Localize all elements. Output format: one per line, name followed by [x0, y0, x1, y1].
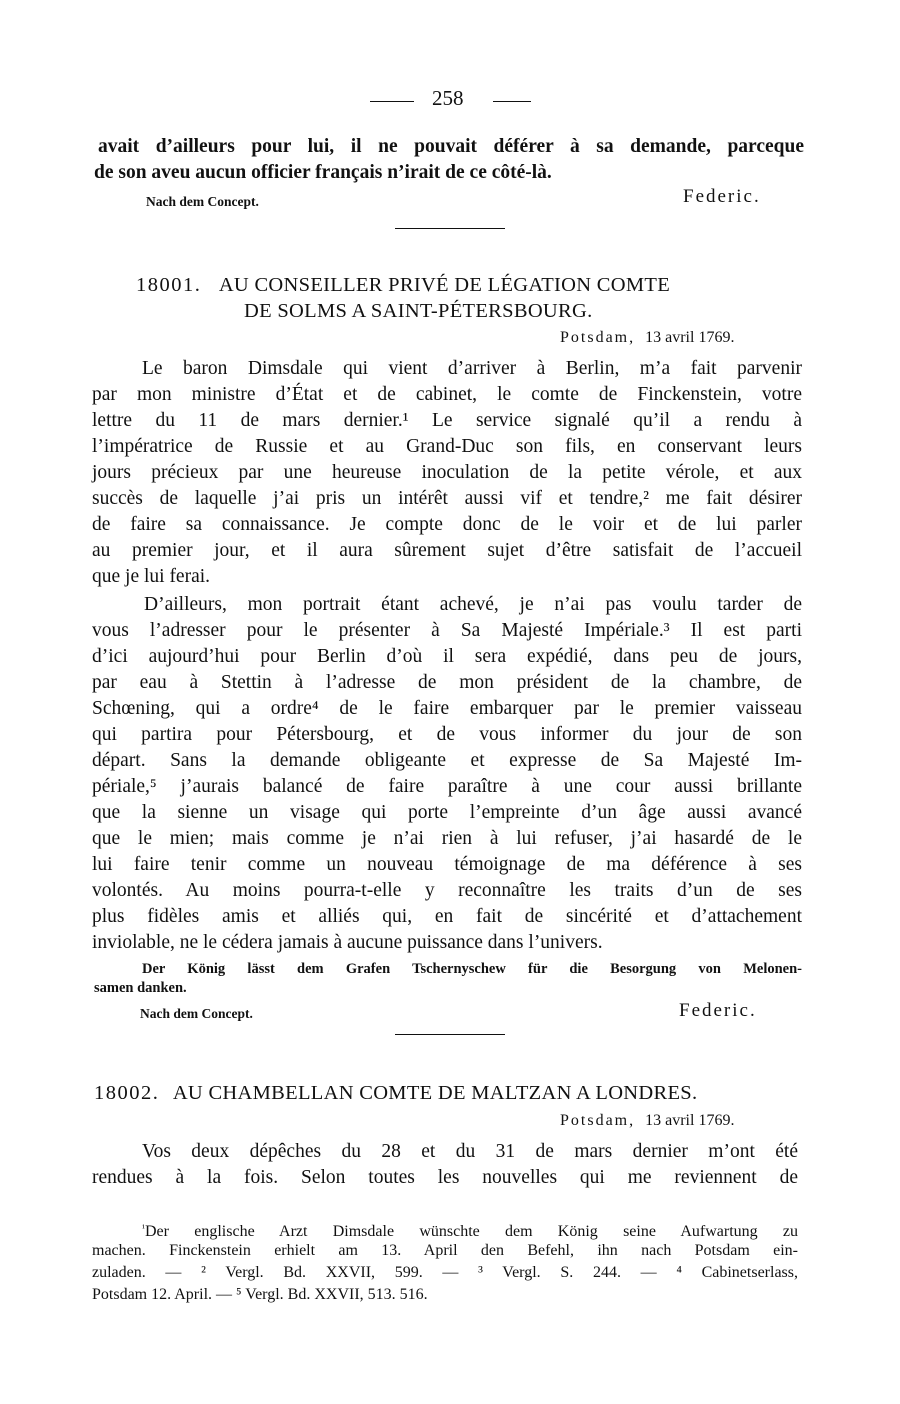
- letter-1-place: Potsdam,: [560, 329, 636, 346]
- carryover-note: Nach dem Concept.: [146, 194, 259, 209]
- letter-2-dateline: [560, 1112, 734, 1130]
- letter-1-line-9: que je lui ferai.: [92, 566, 211, 587]
- letter-1-line-10: D’ailleurs, mon portrait étant achevé, je n’ai pas voulu tarder de: [144, 594, 802, 615]
- header-dash-left: [370, 101, 414, 102]
- section-separator-2: [395, 1034, 505, 1035]
- letter-1-line-11: vous l’adresser pour le présenter à Sa Majesté Impériale.³ Il est parti: [92, 620, 802, 641]
- letter-2-line-2: rendues à la fois. Selon toutes les nouvelles qui me reviennent de: [92, 1167, 798, 1188]
- letter-1-line-12: d’ici aujourd’hui pour Berlin d’où il sera expédié, dans peu de jours,: [92, 646, 802, 667]
- letter-1-line-7: de faire sa connaissance. Je compte donc de le voir et de lui parler: [92, 514, 802, 535]
- letter-1-number: 18001.: [136, 274, 202, 296]
- carryover-line-2: de son aveu aucun officier français n’irait de ce côté-là.: [94, 162, 552, 183]
- footnote-line-3: zuladen. — ² Vergl. Bd. XXVII, 599. — ³ Vergl. S. 244. — ⁴ Cabinetserlass,: [92, 1264, 798, 1281]
- letter-1-line-16: départ. Sans la demande obligeante et expresse de Sa Majesté Im-: [92, 750, 802, 771]
- section-separator-1: [395, 228, 505, 229]
- letter-1-line-17: périale,⁵ j’aurais balancé de faire paraître à une cour aussi brillante: [92, 776, 802, 797]
- letter-1-line-20: lui faire tenir comme un nouveau témoignage de ma déférence à ses: [92, 854, 802, 875]
- letter-1-line-6: succès de laquelle j’ai pris un intérêt aussi vif et tendre,² me fait désirer: [92, 488, 802, 509]
- letter-2-heading: [94, 1082, 697, 1105]
- letter-2-place: Potsdam,: [560, 1112, 636, 1129]
- letter-1-line-8: au premier jour, et il aura sûrement sujet d’être satisfait de l’accueil: [92, 540, 802, 561]
- letter-1-date: 13 avril 1769.: [645, 329, 735, 346]
- carryover-signature: Federic.: [683, 186, 761, 207]
- letter-2-heading-text: AU CHAMBELLAN COMTE DE MALTZAN A LONDRES.: [172, 1082, 698, 1104]
- letter-1-line-1: Le baron Dimsdale qui vient d’arriver à Berlin, m’a fait parvenir: [142, 358, 802, 379]
- letter-1-line-23: inviolable, ne le cédera jamais à aucune puissance dans l’univers.: [92, 932, 603, 953]
- carryover-line-1: avait d’ailleurs pour lui, il ne pouvait déférer à sa demande, parceque: [98, 136, 804, 157]
- letter-1-summary-line-2: samen danken.: [94, 980, 187, 996]
- letter-2-number: 18002.: [94, 1082, 160, 1104]
- letter-1-heading-line-1: AU CONSEILLER PRIVÉ DE LÉGATION COMTE: [218, 274, 671, 296]
- page-number: 258: [432, 86, 464, 110]
- letter-1-line-15: qui partira pour Pétersbourg, et de vous informer du jour de son: [92, 724, 802, 745]
- letter-2-line-1: Vos deux dépêches du 28 et du 31 de mars dernier m’ont été: [142, 1141, 798, 1162]
- footnote-marker-1: ¹: [142, 1223, 145, 1234]
- letter-1-line-2: par mon ministre d’État et de cabinet, le comte de Finckenstein, votre: [92, 384, 802, 405]
- footnote-1-text: Der englische Arzt Dimsdale wünschte dem König seine Aufwartung zu: [145, 1223, 798, 1240]
- letter-1-line-18: que la sienne un visage qui porte l’empreinte d’un âge aussi avancé: [92, 802, 802, 823]
- letter-1-heading-line-2: DE SOLMS A SAINT-PÉTERSBOURG.: [244, 300, 593, 322]
- letter-1-note: Nach dem Concept.: [140, 1006, 253, 1021]
- header-dash-right: [493, 101, 531, 102]
- letter-1-line-5: jours précieux par une heureuse inoculation de la petite vérole, et aux: [92, 462, 802, 483]
- letter-1-dateline: [560, 329, 734, 347]
- letter-1-line-19: que le mien; mais comme je n’ai rien à lui refuser, j’ai hasardé de le: [92, 828, 802, 849]
- letter-1-line-3: lettre du 11 de mars dernier.¹ Le service signalé qu’il a rendu à: [92, 410, 802, 431]
- letter-2-date: 13 avril 1769.: [645, 1112, 735, 1129]
- letter-1-heading: [136, 274, 670, 297]
- footnote-line-4: Potsdam 12. April. — ⁵ Vergl. Bd. XXVII, 513. 516.: [92, 1286, 428, 1303]
- letter-1-line-13: par eau à Stettin à l’adresse de mon président de la chambre, de: [92, 672, 802, 693]
- letter-1-line-14: Schœning, qui a ordre⁴ de le faire embarquer par le premier vaisseau: [92, 698, 802, 719]
- letter-1-summary-line-1: Der König lässt dem Grafen Tschernyschew für die Besorgung von Melonen-: [142, 961, 802, 977]
- letter-1-signature: Federic.: [679, 1000, 757, 1021]
- letter-1-line-21: volontés. Au moins pourra-t-elle y reconnaître les traits d’un de ses: [92, 880, 802, 901]
- footnote-line-1: [142, 1218, 798, 1242]
- footnote-line-2: machen. Finckenstein erhielt am 13. April den Befehl, ihn nach Potsdam ein-: [92, 1242, 798, 1259]
- letter-1-line-22: plus fidèles amis et alliés qui, en fait de sincérité et d’attachement: [92, 906, 802, 927]
- letter-1-line-4: l’impératrice de Russie et au Grand-Duc son fils, en conservant leurs: [92, 436, 802, 457]
